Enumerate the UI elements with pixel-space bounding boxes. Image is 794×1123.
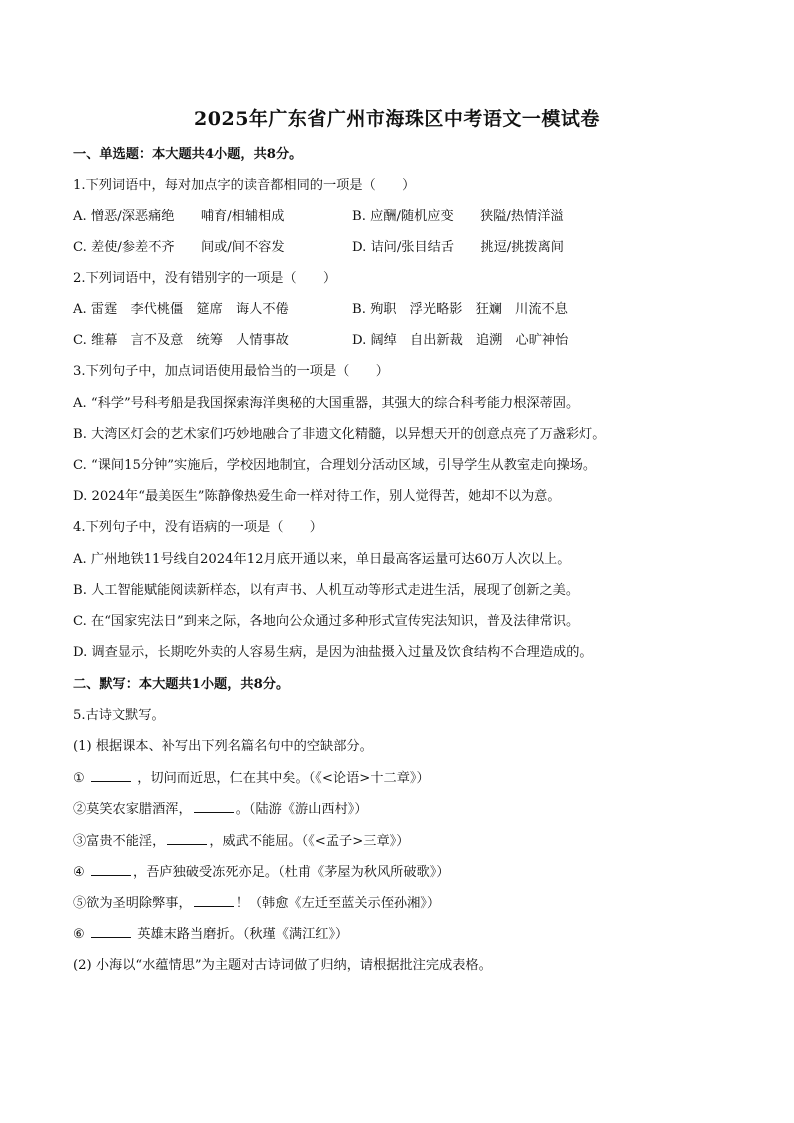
question-1-stem: 1.下列词语中，每对加点字的读音都相同的一项是（ ） xyxy=(73,178,416,193)
section-heading-1: 一、单选题：本大题共4小题，共8分。 xyxy=(73,147,303,162)
item-3-text-after: ，威武不能屈。（《<孟子>三章》） xyxy=(209,834,410,849)
fill-in-blank-4 xyxy=(91,863,131,876)
question-4-option-a: A. 广州地铁11号线自2024年12月底开通以来，单日最高客运量可达60万人次以上。 xyxy=(73,552,571,567)
question-1-option-b: B. 应酬/随机应变 狭隘/热情洋溢 xyxy=(352,209,564,224)
recitation-item-5 xyxy=(73,894,440,913)
question-3-option-b: B. 大湾区灯会的艺术家们巧妙地融合了非遗文化精髓，以异想天开的创意点亮了万盏彩灯。 xyxy=(73,427,606,442)
item-3-text-before: ③富贵不能淫， xyxy=(73,834,166,849)
item-2-text-after: 。（陆游《游山西村》） xyxy=(235,802,368,817)
fill-in-blank-3 xyxy=(167,832,207,845)
question-5-stem: 5.古诗文默写。 xyxy=(73,708,165,723)
question-3-option-a: A. “科学”号科考船是我国探索海洋奥秘的大国重器，其强大的综合科考能力根深蒂固。 xyxy=(73,396,580,411)
question-2-option-a: A. 雷霆 李代桃僵 筵席 诲人不倦 xyxy=(73,302,289,317)
item-4-number: ④ xyxy=(73,865,85,880)
question-5-part-1: (1) 根据课本、补写出下列名篇名句中的空缺部分。 xyxy=(73,739,373,754)
question-4-stem: 4.下列句子中，没有语病的一项是（ ） xyxy=(73,520,323,535)
question-2-stem: 2.下列词语中，没有错别字的一项是（ ） xyxy=(73,271,337,286)
item-2-text-before: ②莫笑农家腊酒浑， xyxy=(73,802,192,817)
question-1-option-c: C. 差使/参差不齐 间或/间不容发 xyxy=(73,240,285,255)
question-5-part-2: (2) 小海以“水蕴情思”为主题对古诗词做了归纳，请根据批注完成表格。 xyxy=(73,958,492,973)
question-3-option-d: D. 2024年“最美医生”陈静像热爱生命一样对待工作，别人觉得苦，她却不以为意。 xyxy=(73,489,561,504)
question-3-stem: 3.下列句子中，加点词语使用最恰当的一项是（ ） xyxy=(73,364,389,379)
question-2-option-c: C. 维幕 言不及意 统筹 人情事故 xyxy=(73,333,289,348)
fill-in-blank-5 xyxy=(194,894,234,907)
page-title: 2025年广东省广州市海珠区中考语文一模试卷 xyxy=(194,108,600,130)
question-4-option-d: D. 调查显示，长期吃外卖的人容易生病，是因为油盐摄入过量及饮食结构不合理造成的。 xyxy=(73,645,593,660)
item-1-text: ，切问而近思，仁在其中矣。（《<论语>十二章》） xyxy=(137,771,430,786)
recitation-item-2 xyxy=(73,800,368,819)
question-4-option-b: B. 人工智能赋能阅读新样态，以有声书、人机互动等形式走进生活，展现了创新之美。 xyxy=(73,583,580,598)
fill-in-blank-1 xyxy=(91,769,131,782)
item-1-number: ① xyxy=(73,771,85,786)
recitation-item-4 xyxy=(73,863,450,882)
fill-in-blank-2 xyxy=(194,800,234,813)
section-heading-2: 二、默写：本大题共1小题，共8分。 xyxy=(73,677,290,692)
item-5-text-before: ⑤欲为圣明除弊事， xyxy=(73,896,192,911)
question-3-option-c: C. “课间15分钟”实施后，学校因地制宜，合理划分活动区域，引导学生从教室走向操场。 xyxy=(73,458,597,473)
fill-in-blank-6 xyxy=(91,925,131,938)
question-2-option-b: B. 殉职 浮光略影 狂斓 川流不息 xyxy=(352,302,568,317)
recitation-item-6 xyxy=(73,925,348,944)
question-1-option-d: D. 诘问/张目结舌 挑逗/挑拨离间 xyxy=(352,240,564,255)
recitation-item-3 xyxy=(73,832,409,851)
item-5-text-after: ！（韩愈《左迁至蓝关示侄孙湘》） xyxy=(235,896,441,911)
question-4-option-c: C. 在“国家宪法日”到来之际，各地向公众通过多种形式宣传宪法知识，普及法律常识。 xyxy=(73,614,580,629)
item-6-text: 英雄末路当磨折。（秋瑾《满江红》） xyxy=(137,927,349,942)
question-1-option-a: A. 憎恶/深恶痛绝 哺育/相辅相成 xyxy=(73,209,285,224)
question-2-option-d: D. 阔绰 自出新裁 追溯 心旷神怡 xyxy=(352,333,569,348)
item-6-number: ⑥ xyxy=(73,927,85,942)
item-4-text: ，吾庐独破受冻死亦足。（杜甫《茅屋为秋风所破歌》） xyxy=(133,865,450,880)
recitation-item-1 xyxy=(73,769,430,788)
